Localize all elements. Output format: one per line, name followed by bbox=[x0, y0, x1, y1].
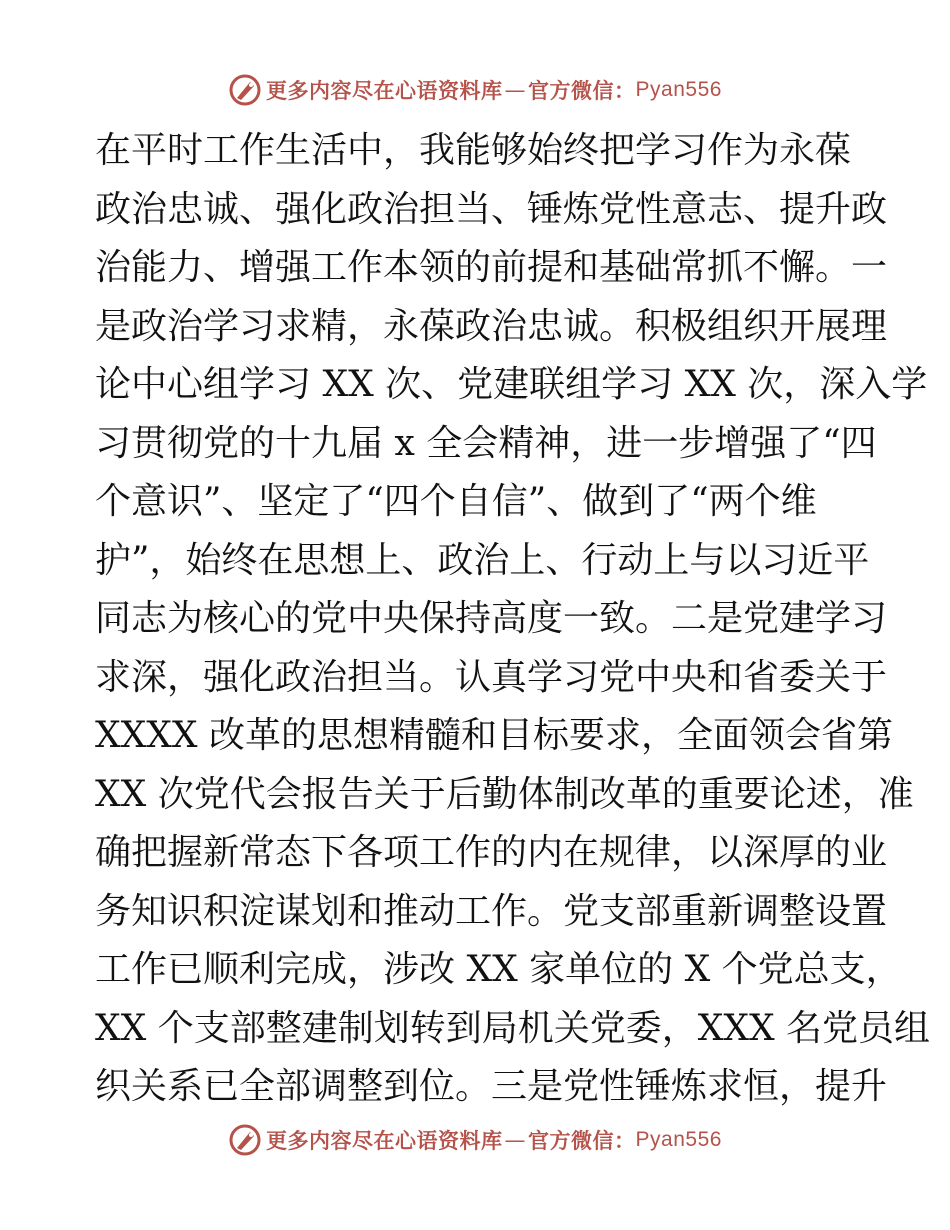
watermark-banner-bottom bbox=[0, 1120, 950, 1160]
watermark-separator: — bbox=[504, 1128, 527, 1152]
body-line: 政治忠诚、强化政治担当、锤炼党性意志、提升政 bbox=[95, 188, 888, 230]
fountain-pen-logo-icon bbox=[228, 73, 262, 107]
body-line: 论中心组学习 XX 次、党建联组学习 XX 次，深入学 bbox=[95, 364, 928, 405]
body-line: 求深，强化政治担当。认真学习党中央和省委关于 bbox=[95, 656, 888, 698]
watermark-wechat-id: Pyan556 bbox=[635, 1128, 722, 1151]
body-line: 务知识积淀谋划和推动工作。党支部重新调整设置 bbox=[95, 890, 888, 932]
body-line: XX 次党代会报告关于后勤体制改革的重要论述，准 bbox=[95, 773, 914, 815]
body-line: 治能力、增强工作本领的前提和基础常抓不懈。一 bbox=[95, 247, 888, 288]
body-line: XX 个支部整建制划转到局机关党委，XXX 名党员组 bbox=[95, 1007, 931, 1049]
watermark-separator: — bbox=[504, 78, 527, 102]
body-line: 同志为核心的党中央保持高度一致。二是党建学习 bbox=[95, 598, 888, 639]
watermark-banner-top bbox=[0, 70, 950, 110]
body-line: 在平时工作生活中，我能够始终把学习作为永葆 bbox=[95, 130, 852, 171]
fountain-pen-logo-icon bbox=[228, 1123, 262, 1157]
body-line: XXXX 改革的思想精髓和目标要求，全面领会省第 bbox=[95, 715, 893, 756]
body-line: 个意识”、坚定了“四个自信”、做到了“两个维 bbox=[95, 481, 817, 522]
watermark-text: 更多内容尽在心语资料库 bbox=[266, 79, 503, 103]
body-line: 确把握新常态下各项工作的内在规律，以深厚的业 bbox=[95, 832, 888, 873]
body-line: 是政治学习求精，永葆政治忠诚。积极组织开展理 bbox=[95, 305, 888, 347]
body-line: 工作已顺利完成，涉改 XX 家单位的 X 个党总支， bbox=[95, 949, 902, 990]
body-line: 护”，始终在思想上、政治上、行动上与以习近平 bbox=[95, 539, 870, 581]
document-body bbox=[95, 122, 931, 1117]
watermark-wechat-label: 官方微信： bbox=[528, 79, 636, 103]
body-line: 织关系已全部调整到位。三是党性锤炼求恒，提升 bbox=[95, 1066, 888, 1107]
watermark-wechat-id: Pyan556 bbox=[635, 78, 722, 101]
watermark-text: 更多内容尽在心语资料库 bbox=[266, 1129, 503, 1153]
watermark-wechat-label: 官方微信： bbox=[528, 1129, 636, 1153]
body-line: 习贯彻党的十九届 x 全会精神，进一步增强了“四 bbox=[95, 422, 877, 464]
